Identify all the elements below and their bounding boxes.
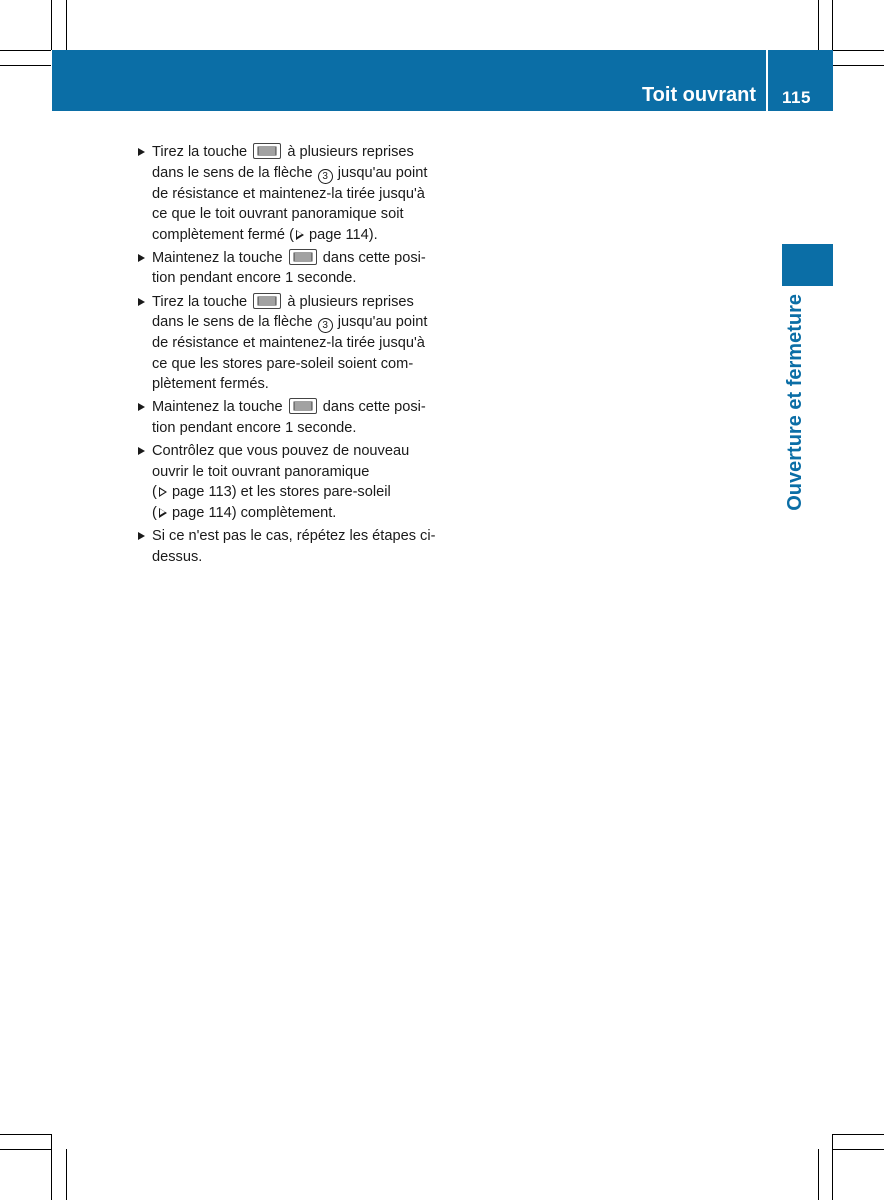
bullet-arrow-icon <box>138 447 145 455</box>
crop-mark <box>0 1149 51 1150</box>
step-text: Contrôlez que vous pouvez de nouveau <box>152 443 410 460</box>
instruction-step <box>137 397 447 438</box>
step-text: ce que le toit ouvrant panoramique soit <box>152 206 404 223</box>
crop-mark <box>66 1149 67 1200</box>
page-reference-arrow-icon <box>159 487 167 497</box>
step-text: Maintenez la touche <box>152 249 283 266</box>
step-text: ouvrir le toit ouvrant panoramique <box>152 463 370 480</box>
sunblind-button-icon <box>289 249 317 265</box>
page-reference-link[interactable]: page 114) complètement. <box>171 504 337 521</box>
page-number: 115 <box>782 88 811 107</box>
crop-mark <box>0 50 51 51</box>
step-text: de résistance et maintenez-la tirée jusqu'à <box>152 185 425 202</box>
crop-mark <box>833 50 884 51</box>
step-text: ( <box>152 484 157 501</box>
step-text: jusqu'au point <box>337 314 428 331</box>
page-reference-link[interactable]: page 114). <box>309 226 378 243</box>
arrow-number-badge: 3 <box>318 318 333 333</box>
step-text: dans le sens de la flèche <box>152 164 313 181</box>
crop-mark <box>0 1134 51 1135</box>
step-text: Tirez la touche <box>152 293 248 310</box>
sunblind-button-icon <box>253 293 281 309</box>
chapter-tab <box>782 244 833 286</box>
step-text: tion pendant encore 1 seconde. <box>152 420 357 437</box>
page-reference-link[interactable]: page 113) et les stores pare-soleil <box>171 484 391 501</box>
step-text: dans le sens de la flèche <box>152 314 313 331</box>
step-text: dans cette posi- <box>322 399 426 416</box>
step-text: ( <box>152 504 157 521</box>
page-title: Toit ouvrant <box>641 84 756 106</box>
crop-mark <box>51 1134 52 1200</box>
crop-mark <box>833 1134 884 1135</box>
crop-mark <box>818 0 819 50</box>
chapter-label-wrap <box>781 294 809 534</box>
step-text: Maintenez la touche <box>152 399 283 416</box>
crop-mark <box>66 0 67 50</box>
crop-mark <box>833 1149 884 1150</box>
step-text: à plusieurs reprises <box>287 293 414 310</box>
instruction-step <box>137 292 447 395</box>
step-text: dessus. <box>152 548 203 565</box>
instruction-step <box>137 248 447 289</box>
sunblind-button-icon <box>289 398 317 414</box>
step-text: jusqu'au point <box>337 164 428 181</box>
crop-mark <box>0 65 51 66</box>
step-text: Si ce n'est pas le cas, répétez les étapes ci- <box>152 528 436 544</box>
instruction-step <box>137 441 447 523</box>
bullet-arrow-icon <box>138 148 145 156</box>
instruction-step <box>137 142 447 245</box>
header-divider <box>766 50 768 111</box>
step-text: tion pendant encore 1 seconde. <box>152 270 357 287</box>
crop-mark <box>832 1134 833 1200</box>
bullet-arrow-icon <box>138 298 145 306</box>
arrow-number-badge: 3 <box>318 169 333 184</box>
bullet-arrow-icon <box>138 403 145 411</box>
step-text: complètement fermé ( <box>152 226 294 243</box>
crop-mark <box>818 1149 819 1200</box>
bullet-arrow-icon <box>138 254 145 262</box>
sunblind-button-icon <box>253 143 281 159</box>
step-text: à plusieurs reprises <box>287 144 414 160</box>
page-reference-arrow-icon <box>296 230 304 240</box>
chapter-label: Ouverture et fermeture <box>784 294 806 511</box>
step-text: Tirez la touche <box>152 144 248 160</box>
page-reference-arrow-icon <box>159 508 167 518</box>
crop-mark <box>833 65 884 66</box>
step-text: de résistance et maintenez-la tirée jusqu'à <box>152 335 425 352</box>
step-text: plètement fermés. <box>152 376 269 393</box>
instruction-list <box>137 142 447 570</box>
step-text: ce que les stores pare-soleil soient com- <box>152 355 414 372</box>
bullet-arrow-icon <box>138 532 145 540</box>
crop-mark <box>832 0 833 50</box>
crop-mark <box>51 0 52 50</box>
instruction-step <box>137 526 447 567</box>
step-text: dans cette posi- <box>322 249 426 266</box>
